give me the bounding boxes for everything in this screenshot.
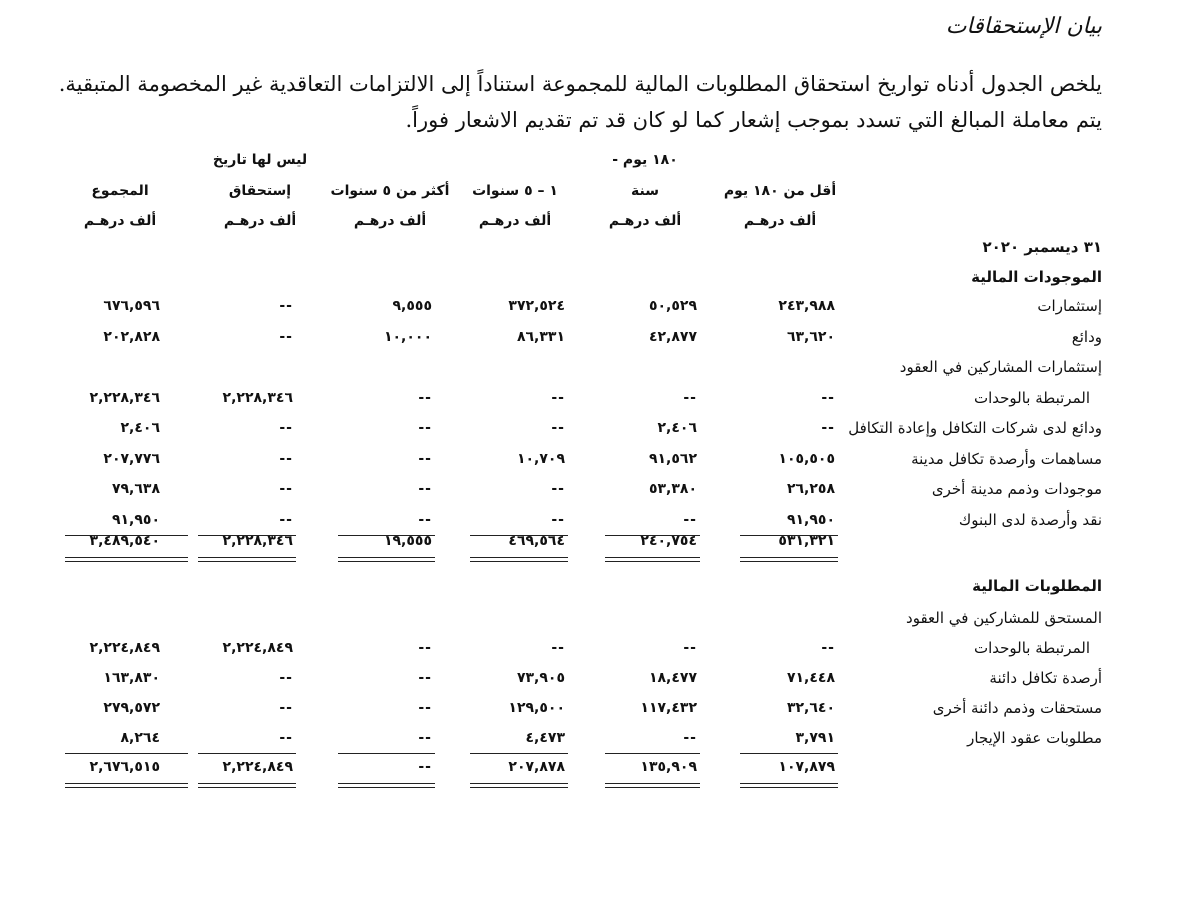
- table-cell: ٢٠٧,٧٧٦: [103, 450, 160, 467]
- row-label: المرتبطة بالوحدات: [973, 639, 1090, 657]
- table-cell: --: [279, 511, 293, 528]
- table-cell: --: [821, 640, 835, 656]
- total-cell: ٢٤٠,٧٥٤: [640, 533, 697, 549]
- total-double-rule: [65, 557, 188, 562]
- date-label: ٣١ ديسمبر ٢٠٢٠: [982, 238, 1102, 256]
- table-cell: ٧٩,٦٣٨: [111, 481, 160, 497]
- table-cell: --: [418, 511, 432, 528]
- table-cell: ٦٣,٦٢٠: [786, 328, 835, 345]
- column-header: أقل من ١٨٠ يوم: [723, 183, 837, 199]
- table-cell: --: [279, 481, 293, 497]
- table-cell: ٢,٤٠٦: [120, 420, 160, 436]
- total-cell: ٥٣١,٣٢١: [778, 533, 835, 549]
- column-unit: ألف درهـم: [83, 213, 157, 229]
- total-cell: ٢,٦٧٦,٥١٥: [89, 759, 160, 775]
- table-cell: --: [279, 328, 293, 345]
- table-cell: --: [279, 450, 293, 467]
- table-cell: ٢,٢٢٤,٨٤٩: [89, 640, 160, 656]
- column-unit: ألف درهـم: [353, 213, 427, 229]
- total-cell: ٢,٢٢٤,٨٤٩: [222, 759, 293, 775]
- table-cell: ٢٧٩,٥٧٢: [103, 700, 160, 716]
- total-double-rule: [65, 783, 188, 788]
- table-cell: ٥٣,٣٨٠: [648, 481, 697, 497]
- table-cell: ١٦٣,٨٣٠: [103, 670, 160, 686]
- table-cell: --: [418, 700, 432, 716]
- total-double-rule: [338, 557, 435, 562]
- liabilities-heading: المطلوبات المالية: [972, 577, 1102, 595]
- column-header: أكثر من ٥ سنوات: [330, 183, 450, 199]
- table-cell: ١١٧,٤٣٢: [640, 700, 697, 716]
- row-label: ودائع: [1071, 327, 1102, 346]
- column-header: إستحقاق: [228, 183, 292, 199]
- total-double-rule: [605, 783, 700, 788]
- table-cell: --: [683, 640, 697, 656]
- subtotal-rule: [605, 753, 700, 754]
- table-cell: ١٠٥,٥٠٥: [778, 450, 835, 467]
- subtotal-rule: [470, 753, 568, 754]
- column-unit: ألف درهـم: [478, 213, 552, 229]
- table-cell: ٢٦,٢٥٨: [786, 481, 835, 497]
- row-label: المستحق للمشاركين في العقود: [906, 609, 1102, 627]
- table-cell: --: [279, 298, 293, 314]
- table-cell: ٩١,٩٥٠: [111, 511, 160, 528]
- total-double-rule: [740, 783, 838, 788]
- row-label: إستثمارات: [1037, 297, 1102, 315]
- table-cell: --: [821, 420, 835, 436]
- table-cell: ٥٠,٥٢٩: [648, 298, 697, 314]
- table-cell: --: [821, 389, 835, 406]
- assets-heading: الموجودات المالية: [971, 268, 1102, 286]
- column-unit: ألف درهـم: [608, 213, 682, 229]
- table-cell: --: [279, 420, 293, 436]
- row-label: مطلوبات عقود الإيجار: [967, 729, 1102, 747]
- table-cell: ١٨,٤٧٧: [648, 670, 697, 686]
- total-cell: --: [418, 759, 432, 775]
- column-header: المجموع: [91, 183, 149, 199]
- table-cell: ٢,٢٢٤,٨٤٩: [222, 640, 293, 656]
- column-header-line1: ١٨٠ يوم -: [612, 152, 678, 168]
- table-cell: --: [279, 670, 293, 686]
- table-cell: --: [418, 670, 432, 686]
- total-double-rule: [470, 783, 568, 788]
- total-cell: ٢٠٧,٨٧٨: [508, 759, 565, 775]
- table-cell: ٩١,٥٦٢: [648, 450, 697, 467]
- table-cell: ٤,٤٧٣: [525, 730, 565, 746]
- table-cell: --: [418, 389, 432, 406]
- total-cell: ١٩,٥٥٥: [383, 533, 432, 549]
- row-label: المرتبطة بالوحدات: [973, 388, 1090, 407]
- table-cell: ٤٢,٨٧٧: [648, 328, 697, 345]
- total-cell: ٤٦٩,٥٦٤: [508, 533, 565, 549]
- table-cell: ٨٦,٣٣١: [516, 328, 565, 345]
- column-unit: ألف درهـم: [223, 213, 297, 229]
- total-double-rule: [198, 783, 296, 788]
- table-cell: --: [418, 640, 432, 656]
- table-cell: ٦٧٦,٥٩٦: [103, 298, 160, 314]
- page-title: بيان الإستحقاقات: [945, 14, 1102, 39]
- table-cell: ٢٠٢,٨٢٨: [103, 328, 160, 345]
- table-cell: ٧٣,٩٠٥: [516, 670, 565, 686]
- total-cell: ١٠٧,٨٧٩: [778, 759, 835, 775]
- table-cell: --: [683, 730, 697, 746]
- table-cell: ٩,٥٥٥: [392, 298, 432, 314]
- table-cell: ٢,٢٢٨,٣٤٦: [222, 389, 293, 406]
- table-cell: ٨,٢٦٤: [120, 730, 160, 746]
- row-label: مستحقات وذمم دائنة أخرى: [932, 699, 1102, 717]
- total-double-rule: [740, 557, 838, 562]
- intro-paragraph-line-2: يتم معاملة المبالغ التي تسدد بموجب إشعار كما لو كان قد تم تقديم الاشعار فوراً.: [405, 108, 1102, 132]
- row-label: نقد وأرصدة لدى البنوك: [958, 510, 1102, 529]
- table-cell: ١٢٩,٥٠٠: [508, 700, 565, 716]
- table-cell: --: [279, 730, 293, 746]
- subtotal-rule: [198, 753, 296, 754]
- table-cell: --: [279, 700, 293, 716]
- column-header: سنة: [631, 183, 659, 199]
- row-label: أرصدة تكافل دائنة: [989, 669, 1102, 687]
- table-cell: --: [683, 511, 697, 528]
- row-label: إستثمارات المشاركين في العقود: [899, 358, 1102, 376]
- table-cell: --: [551, 640, 565, 656]
- table-cell: ٩١,٩٥٠: [786, 511, 835, 528]
- intro-paragraph-line-1: يلخص الجدول أدناه تواريخ استحقاق المطلوبات المالية للمجموعة استناداً إلى الالتزامات التعاقدية غير المخصومة المتبقية.: [58, 72, 1102, 96]
- table-cell: ٣٧٢,٥٢٤: [508, 298, 565, 314]
- table-cell: ٧١,٤٤٨: [786, 670, 835, 686]
- table-cell: --: [418, 420, 432, 436]
- total-double-rule: [470, 557, 568, 562]
- table-cell: --: [418, 730, 432, 746]
- column-unit: ألف درهـم: [743, 213, 817, 229]
- table-cell: --: [418, 481, 432, 497]
- total-cell: ٢,٢٢٨,٣٤٦: [222, 533, 293, 549]
- table-cell: ٢٤٣,٩٨٨: [778, 298, 835, 314]
- column-header: ١ – ٥ سنوات: [472, 183, 558, 199]
- total-cell: ٣,٤٨٩,٥٤٠: [89, 533, 160, 549]
- table-cell: ٢,٤٠٦: [657, 420, 697, 436]
- table-cell: --: [551, 481, 565, 497]
- subtotal-rule: [740, 753, 838, 754]
- table-cell: ٣,٧٩١: [795, 730, 835, 746]
- total-double-rule: [198, 557, 296, 562]
- table-cell: --: [551, 420, 565, 436]
- row-label: مساهمات وأرصدة تكافل مدينة: [911, 449, 1102, 468]
- row-label: موجودات وذمم مدينة أخرى: [931, 480, 1102, 498]
- column-header-line1: ليس لها تاريخ: [212, 152, 308, 168]
- table-cell: --: [551, 389, 565, 406]
- table-cell: ١٠,٧٠٩: [516, 450, 565, 467]
- table-cell: ٢,٢٢٨,٣٤٦: [89, 389, 160, 406]
- table-cell: --: [683, 389, 697, 406]
- total-cell: ١٣٥,٩٠٩: [640, 759, 697, 775]
- subtotal-rule: [65, 753, 188, 754]
- table-cell: --: [551, 511, 565, 528]
- table-cell: ٣٢,٦٤٠: [786, 700, 835, 716]
- table-cell: --: [418, 450, 432, 467]
- total-double-rule: [605, 557, 700, 562]
- total-double-rule: [338, 783, 435, 788]
- row-label: ودائع لدى شركات التكافل وإعادة التكافل: [848, 419, 1102, 437]
- table-cell: ١٠,٠٠٠: [383, 328, 432, 345]
- subtotal-rule: [338, 753, 435, 754]
